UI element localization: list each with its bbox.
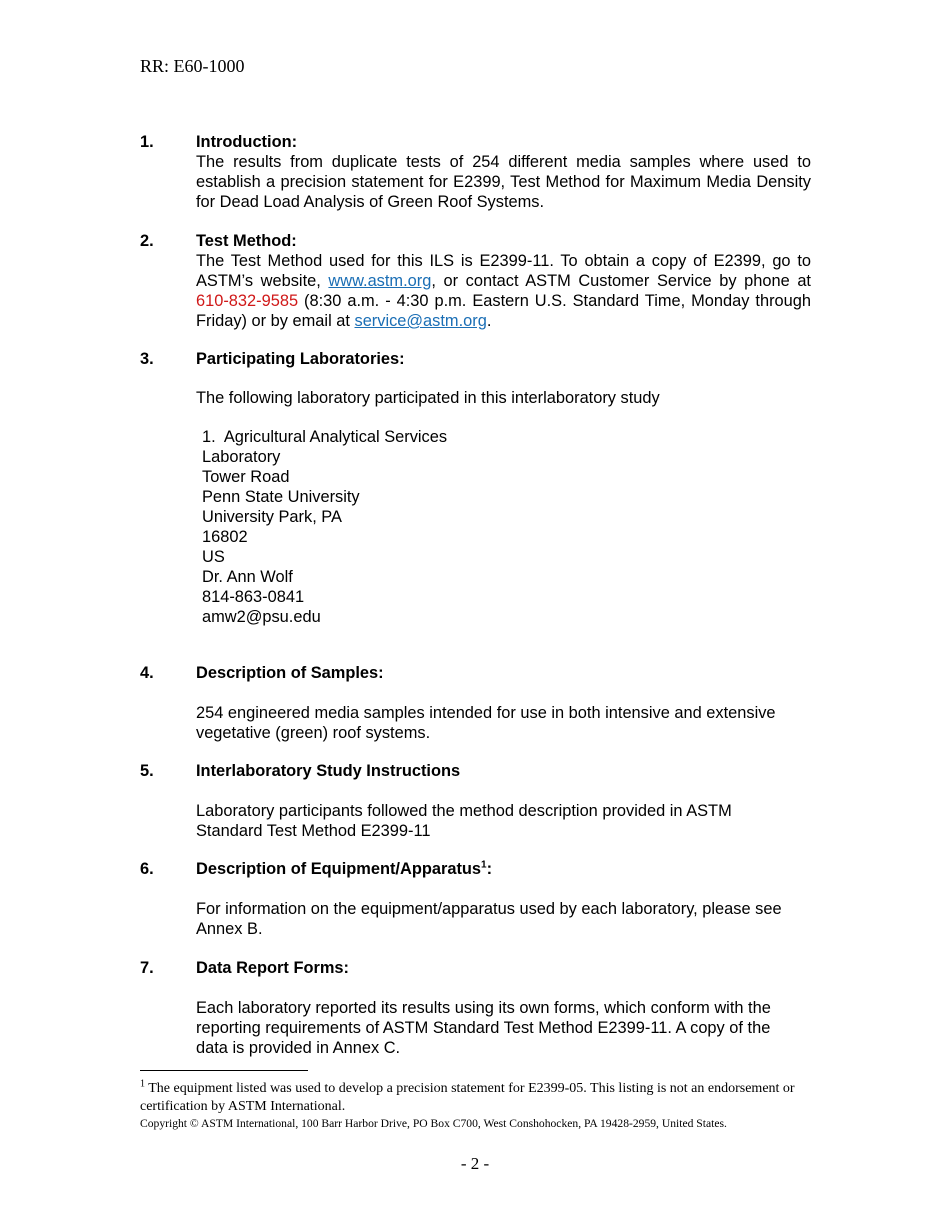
website-link[interactable]: www.astm.org <box>328 272 432 290</box>
section-number: 3. <box>140 350 154 368</box>
section-number: 6. <box>140 860 154 878</box>
lab-line: Tower Road <box>202 468 290 486</box>
footnote-divider <box>140 1070 308 1071</box>
section-description-of-samples <box>140 663 811 743</box>
heading-text: Description of Equipment/Apparatus <box>196 860 482 878</box>
text-part: (8:30 a.m. - 4:30 p.m. Eastern U.S. Standard Time, Monday through Friday) or by email at <box>196 292 811 330</box>
section-introduction <box>140 132 811 212</box>
section-number: 4. <box>140 664 154 682</box>
section-heading: Data Report Forms: <box>196 959 349 977</box>
section-equipment <box>140 859 811 939</box>
lab-line: US <box>202 548 225 566</box>
section-heading: Interlaboratory Study Instructions <box>196 762 461 780</box>
section-text: The following laboratory participated in this interlaboratory study <box>196 389 660 407</box>
section-number: 2. <box>140 232 154 250</box>
footnote <box>140 1080 820 1116</box>
lab-line: University Park, PA <box>202 508 342 526</box>
lab-line: 1. Agricultural Analytical Services <box>202 428 448 446</box>
section-test-method <box>140 231 811 331</box>
laboratory-address <box>202 427 811 627</box>
lab-line: 814-863-0841 <box>202 588 305 606</box>
section-heading: Introduction: <box>196 133 298 151</box>
section-text: The results from duplicate tests of 254 different media samples where used to establish a precision statement for E2399, Test Method for Maximum Media Density for Dead Load Analysis of Green Roof Systems. <box>196 153 811 211</box>
footnote-text: The equipment listed was used to develop a precision statement for E2399-05. This listing is not an endorsement or certification by ASTM International. <box>140 1081 795 1114</box>
lab-line: amw2@psu.edu <box>202 608 321 626</box>
section-number: 7. <box>140 959 154 977</box>
text-part: . <box>486 312 492 330</box>
heading-suffix: : <box>486 860 493 878</box>
section-text: Laboratory participants followed the method description provided in ASTM Standard Test Method E2399-11 <box>196 802 732 840</box>
text-part: The Test Method used for this ILS is E2399-11. To obtain a copy of E2399, go to ASTM’s website, <box>196 252 811 290</box>
section-ils-instructions <box>140 761 811 841</box>
section-heading: Description of Samples: <box>196 664 384 682</box>
lab-line: Penn State University <box>202 488 360 506</box>
copyright-notice: Copyright © ASTM International, 100 Barr Harbor Drive, PO Box C700, West Conshohocken, PA 19428-2959, United States. <box>140 1117 727 1130</box>
page-header: RR: E60-1000 <box>140 56 245 76</box>
section-text: Each laboratory reported its results using its own forms, which conform with the reporting requirements of ASTM Standard Test Method E2399-11. A copy of the data is provided in Annex C. <box>196 999 771 1057</box>
section-participating-laboratories <box>140 349 811 627</box>
section-text: 254 engineered media samples intended for use in both intensive and extensive vegetative (green) roof systems. <box>196 704 776 742</box>
section-text <box>196 251 811 331</box>
text-part: , or contact ASTM Customer Service by phone at <box>431 272 811 290</box>
lab-line: 16802 <box>202 528 248 546</box>
section-heading <box>196 859 811 879</box>
section-data-report-forms <box>140 958 811 1058</box>
section-text: For information on the equipment/apparatus used by each laboratory, please see Annex B. <box>196 900 782 938</box>
section-number: 1. <box>140 133 154 151</box>
page-number: - 2 - <box>460 1154 490 1173</box>
phone-number: 610-832-9585 <box>196 292 299 310</box>
lab-line: Laboratory <box>202 448 281 466</box>
email-link[interactable]: service@astm.org <box>354 312 487 330</box>
footnote-marker: 1 <box>140 1078 145 1090</box>
section-heading: Test Method: <box>196 232 297 250</box>
lab-line: Dr. Ann Wolf <box>202 568 293 586</box>
section-number: 5. <box>140 762 154 780</box>
section-heading: Participating Laboratories: <box>196 350 405 368</box>
footnote-reference: 1 <box>481 859 487 871</box>
